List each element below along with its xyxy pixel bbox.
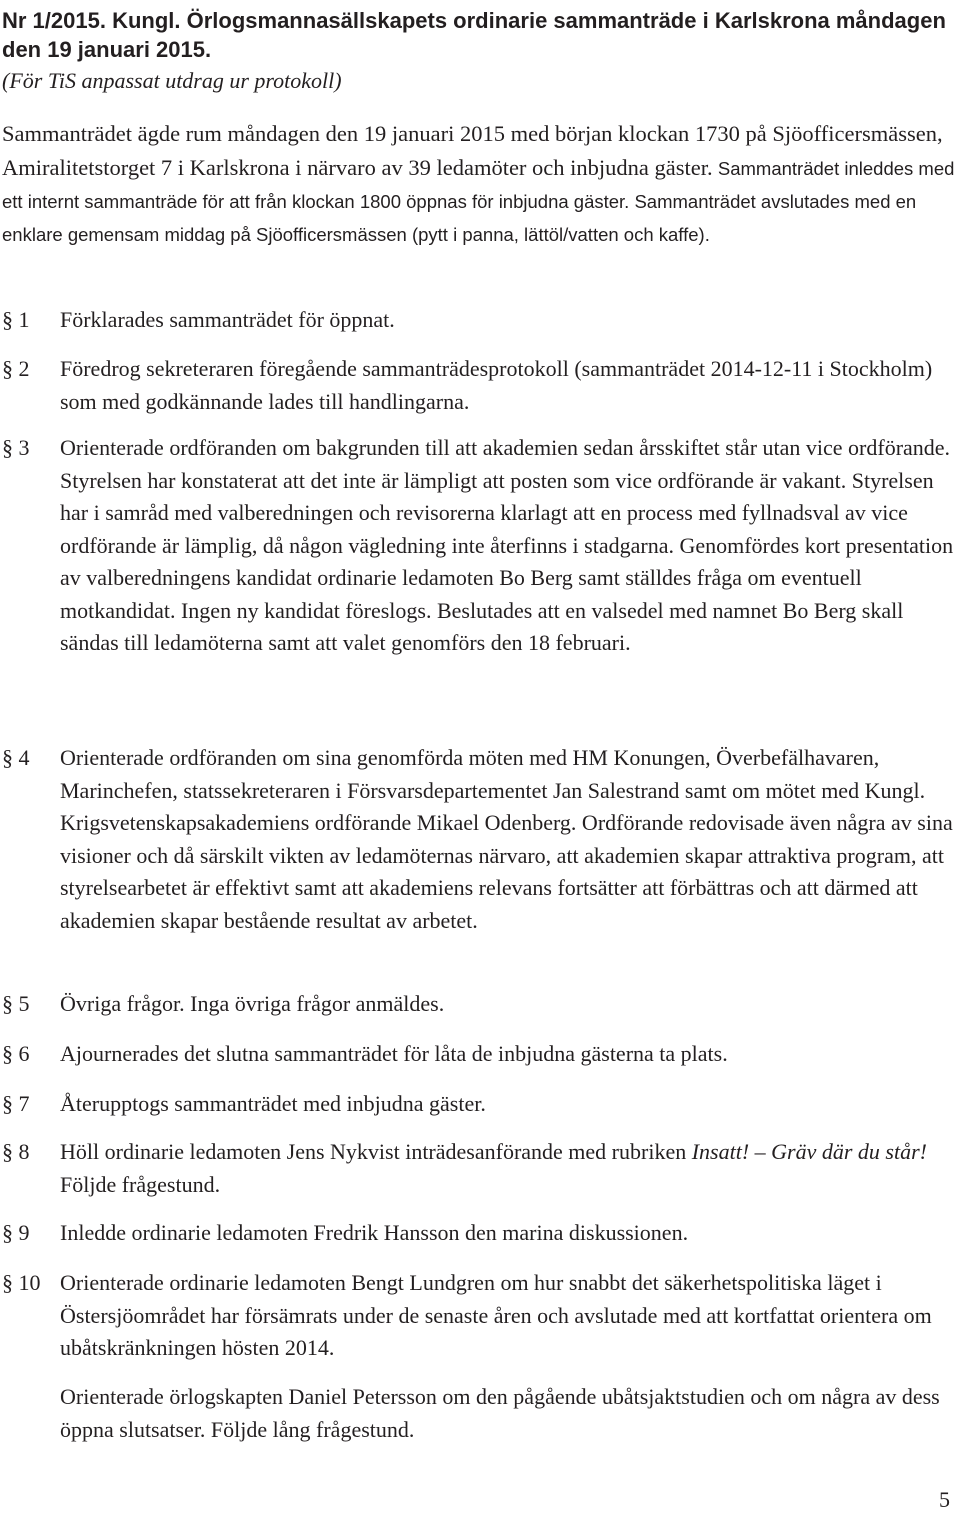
intro-paragraph bbox=[2, 117, 957, 251]
talk-title: Insatt! – Gräv där du står! bbox=[691, 1139, 927, 1164]
section-text: Orienterade ordföranden om sina genomförda möten med HM Konungen, Överbefälhavaren, Marinchefen, statssekreteraren i Försvarsdepartementet Jan Salestrand samt om mötet med Kungl. Krigsvetenskapsakademiens ordförande Mikael Odenberg. Ordförande redovisade även några av sina visioner och då särskilt vikten av ledamöternas närvaro, att akademien skapar attraktiva program, att styrelsearbetet är effektivt samt att akademiens relevans fortsätter att förbättras och att därmed att akademien skapar bestående resultat av arbetet. bbox=[60, 745, 953, 933]
section-marker: § 6 bbox=[2, 1041, 30, 1066]
section-marker: § 7 bbox=[2, 1091, 30, 1116]
section-text: Orienterade ordinarie ledamoten Bengt Lundgren om hur snabbt det säkerhetspolitiska läget i Östersjöområdet har försämrats under de senaste åren och avslutade med att kortfattat orientera om ubåtskränkningen hösten 2014. bbox=[60, 1270, 932, 1360]
page-number: 5 bbox=[939, 1487, 950, 1512]
section-marker: § 2 bbox=[2, 356, 30, 381]
section-text: Orienterade ordföranden om bakgrunden till att akademien sedan årsskiftet står utan vice ordförande. Styrelsen har konstaterat att det inte är lämpligt att posten som vice ordförande är vakant. Styrelsen har i samråd med valberedningen och revisorerna klarlagt att en process med fyllnadsval av vice ordförande är lämplig, då någon vägledning inte återfinns i stadgarna. Genomfördes kort presentation av valberedningens kandidat ordinarie ledamoten Bo Berg samt ställdes fråga om eventuell motkandidat. Ingen ny kandidat föreslogs. Beslutades att en valsedel med namnet Bo Berg skall sändas till ledamöterna samt att valet genomförs den 18 februari. bbox=[60, 435, 954, 655]
section-text-part: Höll ordinarie ledamoten Jens Nykvist inträdesanförande med rubriken bbox=[60, 1139, 692, 1164]
section-marker: § 9 bbox=[2, 1220, 30, 1245]
section-text: Återupptogs sammanträdet med inbjudna gäster. bbox=[60, 1091, 486, 1116]
section-marker: § 1 bbox=[2, 307, 30, 332]
section-marker: § 10 bbox=[2, 1270, 41, 1295]
intro-rest: Sammanträdet inleddes med ett internt sammanträde för att från klockan 1800 öppnas för inbjudna gäster. Sammanträdet avslutades med en enklare gemensam middag på Sjöofficersmässen (pytt i panna, lättöl/vatten och kaffe). bbox=[2, 158, 955, 245]
section-text: Inledde ordinarie ledamoten Fredrik Hansson den marina diskussionen. bbox=[60, 1220, 689, 1245]
section-text bbox=[60, 1136, 957, 1201]
closing-text: Orienterade örlogskapten Daniel Petersson om den pågående ubåtsjaktstudien och om några av dess öppna slutsatser. Följde lång frågestund. bbox=[60, 1384, 940, 1442]
section-marker: § 3 bbox=[2, 435, 30, 460]
section-marker: § 5 bbox=[2, 991, 30, 1016]
page-subtitle: (För TiS anpassat utdrag ur protokoll) bbox=[2, 68, 342, 93]
section-marker: § 8 bbox=[2, 1139, 30, 1164]
section-text: Föredrog sekreteraren föregående sammanträdesprotokoll (sammanträdet 2014-12-11 i Stockholm) som med godkännande lades till handlingarna. bbox=[60, 356, 933, 414]
section-text-part: Följde frågestund. bbox=[60, 1171, 221, 1197]
page-title: Nr 1/2015. Kungl. Örlogsmannasällskapets ordinarie sammanträde i Karlskrona måndagen den 19 januari 2015. bbox=[2, 8, 946, 62]
intro-lead: Sammanträdet ägde rum måndagen den 19 januari 2015 med början klockan 1730 på Sjöofficersmässen, Amiralitetstorget 7 i Karlskrona i närvaro av 39 ledamöter och inbjudna gäster. bbox=[2, 121, 943, 180]
section-text: Ajournerades det slutna sammanträdet för låta de inbjudna gästerna ta plats. bbox=[60, 1041, 728, 1066]
section-text: Övriga frågor. Inga övriga frågor anmäldes. bbox=[60, 991, 445, 1016]
section-marker: § 4 bbox=[2, 745, 30, 770]
section-text: Förklarades sammanträdet för öppnat. bbox=[60, 307, 395, 332]
